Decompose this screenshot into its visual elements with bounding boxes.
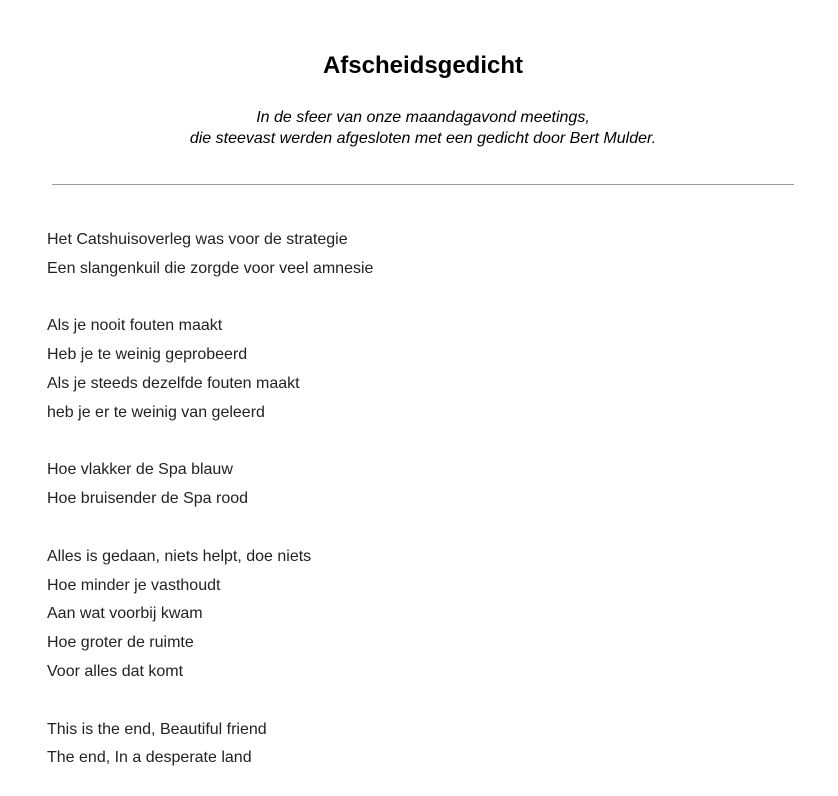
poem-line: Een slangenkuil die zorgde voor veel amnesie <box>47 259 374 277</box>
poem-line: The end, In a desperate land <box>47 749 252 767</box>
stanza <box>47 543 373 687</box>
poem-line: Voor alles dat komt <box>47 662 184 680</box>
poem-line: Hoe vlakker de Spa blauw <box>47 461 233 479</box>
poem-line: heb je er te weinig van geleerd <box>47 403 265 421</box>
subtitle <box>0 107 838 149</box>
stanza <box>47 716 373 774</box>
stanza <box>47 226 373 284</box>
poem-line: Hoe groter de ruimte <box>47 634 194 652</box>
subtitle-line: die steevast werden afgesloten met een gedicht door Bert Mulder. <box>189 130 657 147</box>
stanza <box>47 456 373 514</box>
poem <box>47 226 373 773</box>
poem-line: Als je steeds dezelfde fouten maakt <box>47 374 300 392</box>
poem-line: Hoe minder je vasthoudt <box>47 576 221 594</box>
stanza <box>47 312 373 427</box>
poem-line: Het Catshuisoverleg was voor de strategie <box>47 231 348 248</box>
subtitle-line: In de sfeer van onze maandagavond meetings, <box>256 109 590 126</box>
poem-line: Als je nooit fouten maakt <box>47 317 223 335</box>
poem-line: Hoe bruisender de Spa rood <box>47 490 249 508</box>
poem-line: This is the end, Beautiful friend <box>47 720 267 738</box>
poem-line: Heb je te weinig geprobeerd <box>47 346 248 364</box>
poem-line: Aan wat voorbij kwam <box>47 605 203 623</box>
page-title: Afscheidsgedicht <box>322 52 524 79</box>
divider <box>52 184 794 185</box>
poem-line: Alles is gedaan, niets helpt, doe niets <box>47 547 312 565</box>
